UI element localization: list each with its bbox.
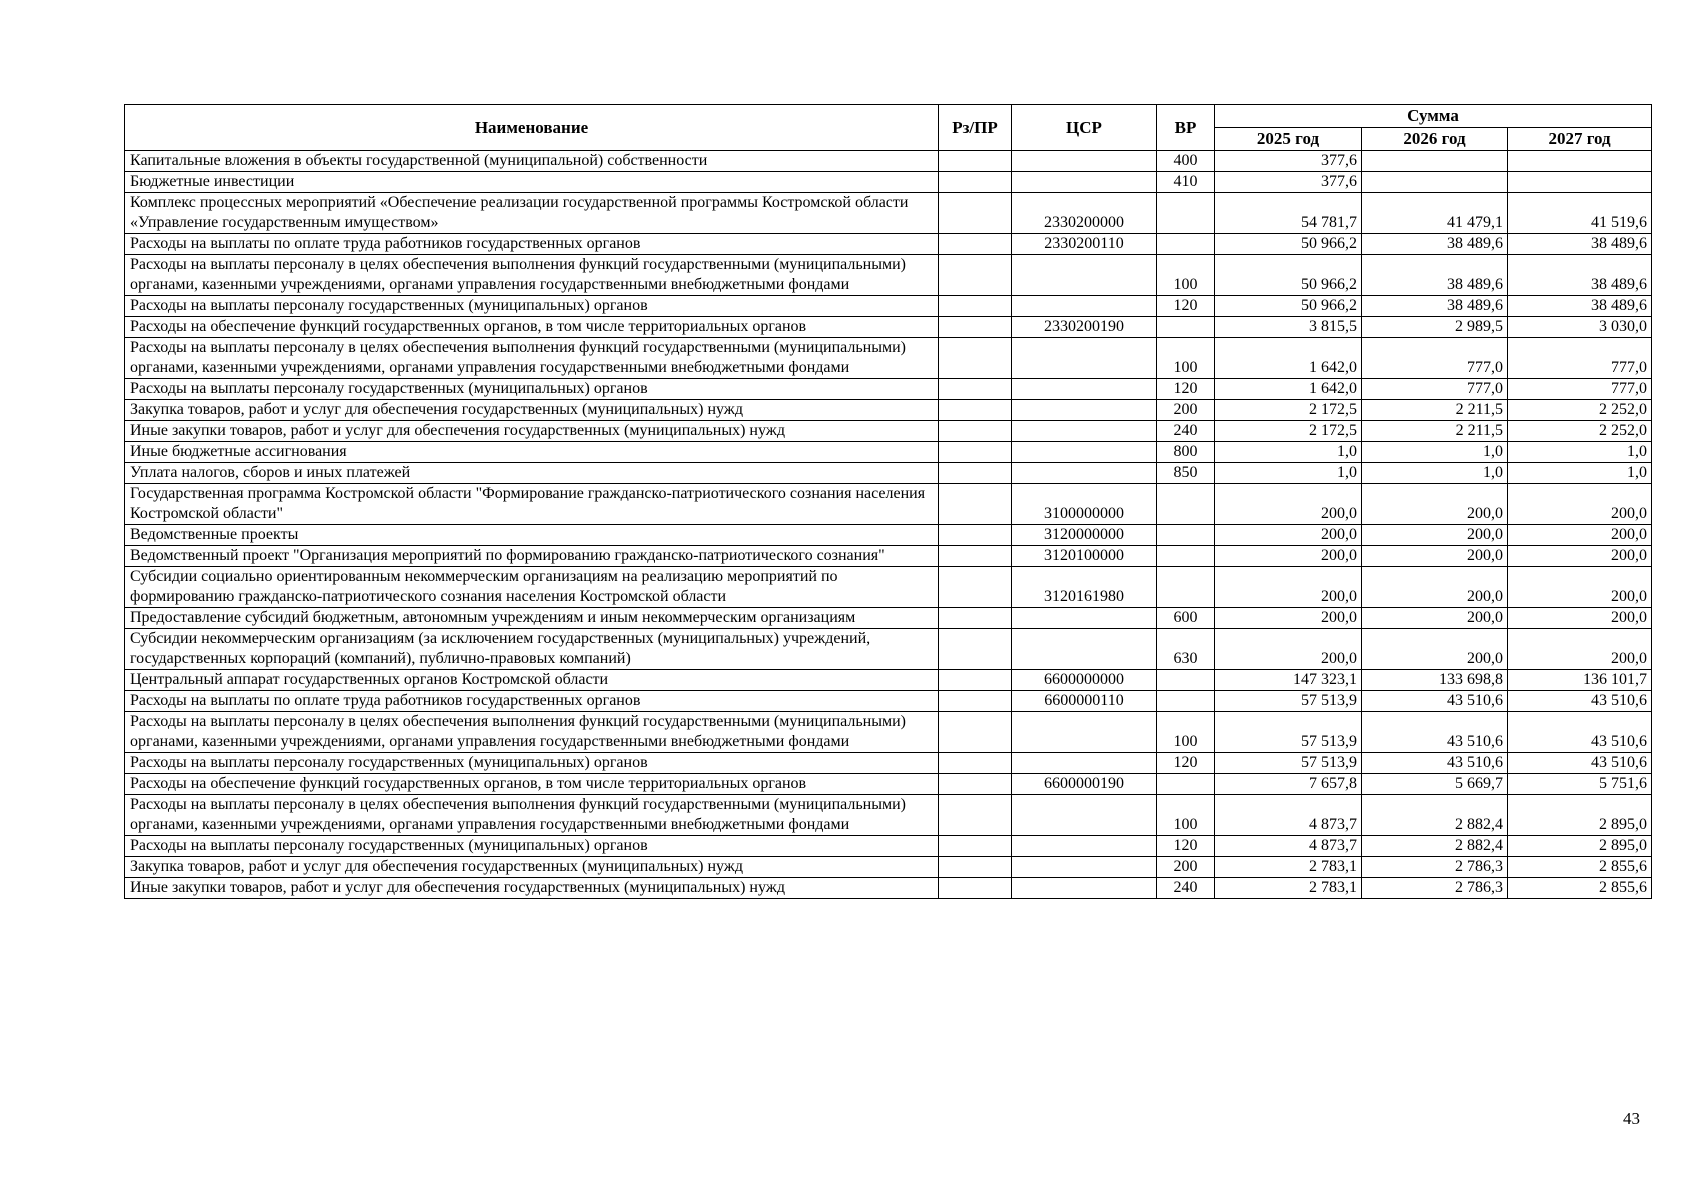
cell-vr: 200 — [1157, 400, 1215, 421]
cell-rzpr — [939, 400, 1012, 421]
cell-2026: 43 510,6 — [1362, 712, 1508, 753]
cell-rzpr — [939, 525, 1012, 546]
cell-2027: 200,0 — [1508, 567, 1652, 608]
cell-csr — [1012, 338, 1157, 379]
cell-2026: 38 489,6 — [1362, 296, 1508, 317]
cell-2027: 136 101,7 — [1508, 670, 1652, 691]
cell-2027: 43 510,6 — [1508, 691, 1652, 712]
cell-2027: 200,0 — [1508, 608, 1652, 629]
cell-rzpr — [939, 774, 1012, 795]
cell-csr: 6600000110 — [1012, 691, 1157, 712]
cell-csr: 3100000000 — [1012, 484, 1157, 525]
cell-name: Расходы на выплаты персоналу государственных (муниципальных) органов — [125, 753, 939, 774]
cell-csr — [1012, 836, 1157, 857]
cell-2025: 4 873,7 — [1215, 836, 1362, 857]
cell-vr — [1157, 193, 1215, 234]
cell-vr: 200 — [1157, 857, 1215, 878]
cell-2025: 377,6 — [1215, 151, 1362, 172]
cell-rzpr — [939, 151, 1012, 172]
cell-rzpr — [939, 234, 1012, 255]
cell-rzpr — [939, 629, 1012, 670]
cell-2025: 147 323,1 — [1215, 670, 1362, 691]
table-row — [125, 795, 1652, 836]
cell-2025: 7 657,8 — [1215, 774, 1362, 795]
cell-vr — [1157, 525, 1215, 546]
cell-vr — [1157, 567, 1215, 608]
cell-2027: 200,0 — [1508, 629, 1652, 670]
cell-csr — [1012, 753, 1157, 774]
cell-2026: 1,0 — [1362, 463, 1508, 484]
table-body — [125, 151, 1652, 899]
cell-vr — [1157, 670, 1215, 691]
cell-2027: 200,0 — [1508, 525, 1652, 546]
cell-rzpr — [939, 193, 1012, 234]
cell-name: Расходы на выплаты персоналу в целях обеспечения выполнения функций государственными (муниципальными) органами, казенными учреждениями, органами управления государственными внебюджетными фондами — [125, 712, 939, 753]
header-year-2026: 2026 год — [1362, 128, 1508, 151]
budget-table — [124, 104, 1652, 899]
cell-2025: 57 513,9 — [1215, 691, 1362, 712]
cell-2027: 41 519,6 — [1508, 193, 1652, 234]
cell-2025: 200,0 — [1215, 567, 1362, 608]
cell-vr — [1157, 691, 1215, 712]
table-row — [125, 774, 1652, 795]
cell-2027: 38 489,6 — [1508, 296, 1652, 317]
cell-name: Расходы на выплаты по оплате труда работников государственных органов — [125, 234, 939, 255]
cell-rzpr — [939, 255, 1012, 296]
cell-2025: 50 966,2 — [1215, 296, 1362, 317]
cell-rzpr — [939, 712, 1012, 753]
cell-vr — [1157, 546, 1215, 567]
table-row — [125, 338, 1652, 379]
cell-rzpr — [939, 795, 1012, 836]
cell-rzpr — [939, 172, 1012, 193]
cell-2026: 200,0 — [1362, 546, 1508, 567]
cell-2026: 200,0 — [1362, 629, 1508, 670]
cell-csr: 3120000000 — [1012, 525, 1157, 546]
table-row — [125, 484, 1652, 525]
cell-2025: 57 513,9 — [1215, 753, 1362, 774]
cell-vr: 630 — [1157, 629, 1215, 670]
cell-2025: 200,0 — [1215, 546, 1362, 567]
cell-csr — [1012, 712, 1157, 753]
cell-name: Субсидии некоммерческим организациям (за исключением государственных (муниципальных) учреждений, государственных корпораций (компаний), публично-правовых компаний) — [125, 629, 939, 670]
cell-2026: 777,0 — [1362, 338, 1508, 379]
cell-2026: 2 211,5 — [1362, 421, 1508, 442]
cell-2025: 1 642,0 — [1215, 338, 1362, 379]
cell-csr: 3120100000 — [1012, 546, 1157, 567]
cell-rzpr — [939, 691, 1012, 712]
cell-vr — [1157, 317, 1215, 338]
cell-2026: 38 489,6 — [1362, 255, 1508, 296]
cell-name: Расходы на выплаты по оплате труда работников государственных органов — [125, 691, 939, 712]
cell-name: Предоставление субсидий бюджетным, автономным учреждениям и иным некоммерческим организациям — [125, 608, 939, 629]
cell-2025: 2 172,5 — [1215, 400, 1362, 421]
cell-vr: 850 — [1157, 463, 1215, 484]
cell-name: Расходы на выплаты персоналу государственных (муниципальных) органов — [125, 379, 939, 400]
table-row — [125, 670, 1652, 691]
cell-name: Иные закупки товаров, работ и услуг для обеспечения государственных (муниципальных) нужд — [125, 878, 939, 899]
cell-2027: 777,0 — [1508, 379, 1652, 400]
cell-rzpr — [939, 317, 1012, 338]
table-row — [125, 525, 1652, 546]
cell-vr: 400 — [1157, 151, 1215, 172]
cell-rzpr — [939, 878, 1012, 899]
cell-name: Уплата налогов, сборов и иных платежей — [125, 463, 939, 484]
cell-2027 — [1508, 172, 1652, 193]
cell-2026: 43 510,6 — [1362, 691, 1508, 712]
cell-name: Расходы на выплаты персоналу государственных (муниципальных) органов — [125, 836, 939, 857]
header-rzpr: Рз/ПР — [939, 105, 1012, 151]
cell-vr: 120 — [1157, 753, 1215, 774]
cell-csr: 3120161980 — [1012, 567, 1157, 608]
cell-2026: 38 489,6 — [1362, 234, 1508, 255]
cell-rzpr — [939, 546, 1012, 567]
cell-2025: 3 815,5 — [1215, 317, 1362, 338]
cell-rzpr — [939, 379, 1012, 400]
cell-2025: 4 873,7 — [1215, 795, 1362, 836]
cell-name: Государственная программа Костромской области "Формирование гражданско-патриотического сознания населения Костромской области" — [125, 484, 939, 525]
cell-2027: 5 751,6 — [1508, 774, 1652, 795]
cell-csr — [1012, 172, 1157, 193]
cell-name: Центральный аппарат государственных органов Костромской области — [125, 670, 939, 691]
cell-vr: 100 — [1157, 338, 1215, 379]
cell-csr — [1012, 463, 1157, 484]
cell-csr — [1012, 296, 1157, 317]
cell-2025: 200,0 — [1215, 484, 1362, 525]
cell-name: Расходы на выплаты персоналу в целях обеспечения выполнения функций государственными (муниципальными) органами, казенными учреждениями, органами управления государственными внебюджетными фондами — [125, 338, 939, 379]
table-row — [125, 255, 1652, 296]
cell-2026 — [1362, 172, 1508, 193]
cell-rzpr — [939, 670, 1012, 691]
cell-2025: 200,0 — [1215, 525, 1362, 546]
table-row — [125, 379, 1652, 400]
cell-csr — [1012, 878, 1157, 899]
table-row — [125, 234, 1652, 255]
cell-2026: 200,0 — [1362, 484, 1508, 525]
cell-2026: 200,0 — [1362, 525, 1508, 546]
cell-2026: 2 882,4 — [1362, 795, 1508, 836]
cell-rzpr — [939, 567, 1012, 608]
table-row — [125, 629, 1652, 670]
cell-2025: 1 642,0 — [1215, 379, 1362, 400]
cell-2026: 200,0 — [1362, 567, 1508, 608]
cell-rzpr — [939, 463, 1012, 484]
page-number: 43 — [1623, 1109, 1640, 1128]
cell-2027: 38 489,6 — [1508, 255, 1652, 296]
cell-2026: 2 786,3 — [1362, 857, 1508, 878]
table-row — [125, 712, 1652, 753]
cell-2027: 2 895,0 — [1508, 836, 1652, 857]
cell-2027: 38 489,6 — [1508, 234, 1652, 255]
cell-2025: 200,0 — [1215, 608, 1362, 629]
cell-vr: 100 — [1157, 712, 1215, 753]
cell-vr: 240 — [1157, 878, 1215, 899]
cell-2025: 200,0 — [1215, 629, 1362, 670]
cell-rzpr — [939, 338, 1012, 379]
cell-vr: 100 — [1157, 795, 1215, 836]
cell-vr: 600 — [1157, 608, 1215, 629]
header-name: Наименование — [125, 105, 939, 151]
cell-2025: 377,6 — [1215, 172, 1362, 193]
cell-2026: 1,0 — [1362, 442, 1508, 463]
cell-csr — [1012, 379, 1157, 400]
cell-vr: 800 — [1157, 442, 1215, 463]
cell-rzpr — [939, 836, 1012, 857]
cell-name: Расходы на обеспечение функций государственных органов, в том числе территориальных органов — [125, 774, 939, 795]
cell-2025: 2 783,1 — [1215, 878, 1362, 899]
cell-name: Закупка товаров, работ и услуг для обеспечения государственных (муниципальных) нужд — [125, 400, 939, 421]
cell-2026: 41 479,1 — [1362, 193, 1508, 234]
cell-2027: 2 252,0 — [1508, 400, 1652, 421]
cell-2026: 2 786,3 — [1362, 878, 1508, 899]
cell-name: Капитальные вложения в объекты государственной (муниципальной) собственности — [125, 151, 939, 172]
cell-2026: 200,0 — [1362, 608, 1508, 629]
cell-vr: 410 — [1157, 172, 1215, 193]
cell-name: Закупка товаров, работ и услуг для обеспечения государственных (муниципальных) нужд — [125, 857, 939, 878]
cell-vr: 120 — [1157, 836, 1215, 857]
cell-rzpr — [939, 296, 1012, 317]
table-row — [125, 463, 1652, 484]
cell-2027: 200,0 — [1508, 484, 1652, 525]
table-row — [125, 857, 1652, 878]
cell-2025: 57 513,9 — [1215, 712, 1362, 753]
cell-name: Ведомственные проекты — [125, 525, 939, 546]
cell-name: Иные бюджетные ассигнования — [125, 442, 939, 463]
cell-name: Ведомственный проект "Организация мероприятий по формированию гражданско-патриотического сознания" — [125, 546, 939, 567]
cell-csr — [1012, 857, 1157, 878]
cell-2026 — [1362, 151, 1508, 172]
cell-csr — [1012, 151, 1157, 172]
cell-vr — [1157, 234, 1215, 255]
cell-2027: 1,0 — [1508, 463, 1652, 484]
cell-2027: 777,0 — [1508, 338, 1652, 379]
cell-2025: 54 781,7 — [1215, 193, 1362, 234]
table-row — [125, 296, 1652, 317]
cell-2025: 50 966,2 — [1215, 255, 1362, 296]
table-row — [125, 442, 1652, 463]
cell-2027: 2 252,0 — [1508, 421, 1652, 442]
table-row — [125, 546, 1652, 567]
cell-2027: 2 855,6 — [1508, 878, 1652, 899]
cell-csr: 6600000000 — [1012, 670, 1157, 691]
cell-2025: 1,0 — [1215, 463, 1362, 484]
cell-csr — [1012, 400, 1157, 421]
cell-2027: 43 510,6 — [1508, 753, 1652, 774]
cell-2026: 777,0 — [1362, 379, 1508, 400]
cell-2027: 2 895,0 — [1508, 795, 1652, 836]
table-row — [125, 691, 1652, 712]
table-row — [125, 836, 1652, 857]
cell-rzpr — [939, 421, 1012, 442]
cell-csr — [1012, 795, 1157, 836]
cell-csr — [1012, 255, 1157, 296]
cell-2027 — [1508, 151, 1652, 172]
cell-csr — [1012, 442, 1157, 463]
cell-2026: 2 989,5 — [1362, 317, 1508, 338]
table-row — [125, 608, 1652, 629]
cell-2025: 2 172,5 — [1215, 421, 1362, 442]
cell-rzpr — [939, 857, 1012, 878]
header-csr: ЦСР — [1012, 105, 1157, 151]
cell-name: Расходы на обеспечение функций государственных органов, в том числе территориальных органов — [125, 317, 939, 338]
cell-csr: 2330200000 — [1012, 193, 1157, 234]
cell-csr: 2330200110 — [1012, 234, 1157, 255]
cell-csr — [1012, 421, 1157, 442]
cell-name: Комплекс процессных мероприятий «Обеспечение реализации государственной программы Костромской области «Управление государственным имуществом» — [125, 193, 939, 234]
header-sum: Сумма — [1215, 105, 1652, 128]
cell-rzpr — [939, 753, 1012, 774]
table-row — [125, 317, 1652, 338]
cell-2026: 5 669,7 — [1362, 774, 1508, 795]
cell-vr: 240 — [1157, 421, 1215, 442]
cell-name: Расходы на выплаты персоналу государственных (муниципальных) органов — [125, 296, 939, 317]
cell-2027: 2 855,6 — [1508, 857, 1652, 878]
cell-rzpr — [939, 484, 1012, 525]
cell-2027: 200,0 — [1508, 546, 1652, 567]
cell-vr: 100 — [1157, 255, 1215, 296]
table-row — [125, 400, 1652, 421]
table-row — [125, 151, 1652, 172]
table-row — [125, 172, 1652, 193]
cell-2026: 2 211,5 — [1362, 400, 1508, 421]
table-row — [125, 753, 1652, 774]
cell-2025: 2 783,1 — [1215, 857, 1362, 878]
cell-2025: 1,0 — [1215, 442, 1362, 463]
cell-name: Бюджетные инвестиции — [125, 172, 939, 193]
cell-2027: 1,0 — [1508, 442, 1652, 463]
cell-2025: 50 966,2 — [1215, 234, 1362, 255]
table-row — [125, 421, 1652, 442]
cell-csr: 2330200190 — [1012, 317, 1157, 338]
cell-name: Расходы на выплаты персоналу в целях обеспечения выполнения функций государственными (муниципальными) органами, казенными учреждениями, органами управления государственными внебюджетными фондами — [125, 795, 939, 836]
header-year-2027: 2027 год — [1508, 128, 1652, 151]
cell-2026: 2 882,4 — [1362, 836, 1508, 857]
header-row — [125, 105, 1652, 128]
cell-rzpr — [939, 442, 1012, 463]
table-row — [125, 567, 1652, 608]
cell-vr — [1157, 484, 1215, 525]
cell-2027: 3 030,0 — [1508, 317, 1652, 338]
header-year-2025: 2025 год — [1215, 128, 1362, 151]
table-row — [125, 193, 1652, 234]
cell-csr — [1012, 629, 1157, 670]
cell-vr: 120 — [1157, 296, 1215, 317]
cell-2026: 133 698,8 — [1362, 670, 1508, 691]
cell-vr: 120 — [1157, 379, 1215, 400]
cell-name: Иные закупки товаров, работ и услуг для обеспечения государственных (муниципальных) нужд — [125, 421, 939, 442]
cell-csr — [1012, 608, 1157, 629]
cell-name: Субсидии социально ориентированным некоммерческим организациям на реализацию мероприятий по формированию гражданско-патриотического сознания населения Костромской области — [125, 567, 939, 608]
cell-csr: 6600000190 — [1012, 774, 1157, 795]
cell-rzpr — [939, 608, 1012, 629]
cell-2026: 43 510,6 — [1362, 753, 1508, 774]
table-row — [125, 878, 1652, 899]
header-vr: ВР — [1157, 105, 1215, 151]
cell-vr — [1157, 774, 1215, 795]
cell-2027: 43 510,6 — [1508, 712, 1652, 753]
cell-name: Расходы на выплаты персоналу в целях обеспечения выполнения функций государственными (муниципальными) органами, казенными учреждениями, органами управления государственными внебюджетными фондами — [125, 255, 939, 296]
